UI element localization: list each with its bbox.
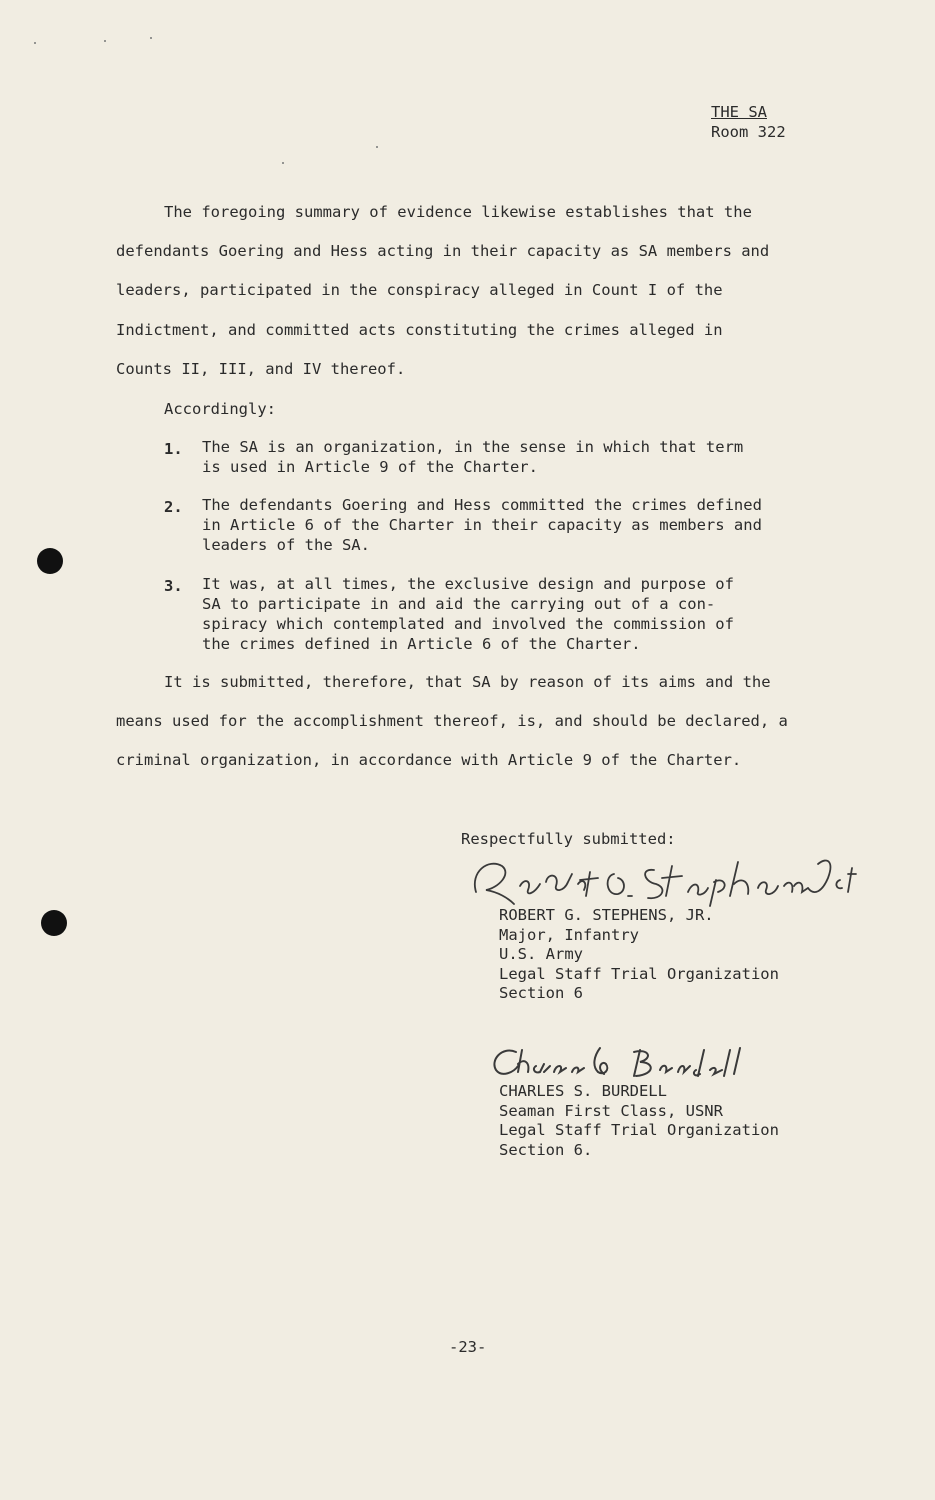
signatory-organization: Legal Staff Trial Organization [499,964,779,983]
paragraph-line: Counts II, III, and IV thereof. [116,360,406,378]
item-number: 3. [164,577,183,595]
closing-text: Respectfully submitted: [461,830,676,848]
speck [104,40,106,42]
signatory-block [499,1082,779,1160]
item-line: The defendants Goering and Hess committed the crimes defined [202,496,762,514]
item-text [202,437,802,477]
speck [34,42,36,44]
speck [282,162,284,164]
signatory-service: U.S. Army [499,945,583,963]
punch-hole [41,910,67,936]
signatory-rank: Seaman First Class, USNR [499,1101,723,1120]
item-line: leaders of the SA. [202,536,370,554]
signatory-section: Section 6. [499,1140,593,1159]
signatory-block [499,906,779,1004]
paragraph-line: The foregoing summary of evidence likewise establishes that the [164,203,752,221]
accordingly-label: Accordingly: [164,400,276,418]
page-number: -23- [449,1338,487,1356]
item-text [202,574,802,654]
paragraph-line: It is submitted, therefore, that SA by reason of its aims and the [164,673,771,691]
paragraph-line: criminal organization, in accordance with Article 9 of the Charter. [116,751,742,769]
signature-burdell [488,1042,768,1086]
header-title: THE SA [711,103,767,121]
signatory-rank: Major, Infantry [499,925,639,944]
item-line: It was, at all times, the exclusive design and purpose of [202,575,734,593]
signatory-section: Section 6 [499,984,583,1002]
speck [150,37,152,39]
item-number: 1. [164,440,183,458]
signature-stephens [468,852,878,914]
header-room: Room 322 [711,123,786,141]
speck [376,146,378,148]
paragraph-line: means used for the accomplishment thereof, is, and should be declared, a [116,712,788,730]
item-line: The SA is an organization, in the sense in which that term [202,438,744,456]
paragraph-line: defendants Goering and Hess acting in their capacity as SA members and [116,242,770,260]
signatory-name: ROBERT G. STEPHENS, JR. [499,906,714,924]
signatory-organization: Legal Staff Trial Organization [499,1121,779,1139]
punch-hole [37,548,63,574]
item-number: 2. [164,498,183,516]
item-line: spiracy which contemplated and involved the commission of [202,615,734,633]
item-line: in Article 6 of the Charter in their capacity as members and [202,516,762,534]
signatory-name: CHARLES S. BURDELL [499,1082,667,1100]
item-line: the crimes defined in Article 6 of the Charter. [202,635,641,653]
item-text [202,495,802,555]
item-line: SA to participate in and aid the carrying out of a con- [202,595,716,613]
paragraph-line: Indictment, and committed acts constituting the crimes alleged in [116,321,723,339]
item-line: is used in Article 9 of the Charter. [202,458,538,476]
paragraph-line: leaders, participated in the conspiracy alleged in Count I of the [116,281,723,299]
